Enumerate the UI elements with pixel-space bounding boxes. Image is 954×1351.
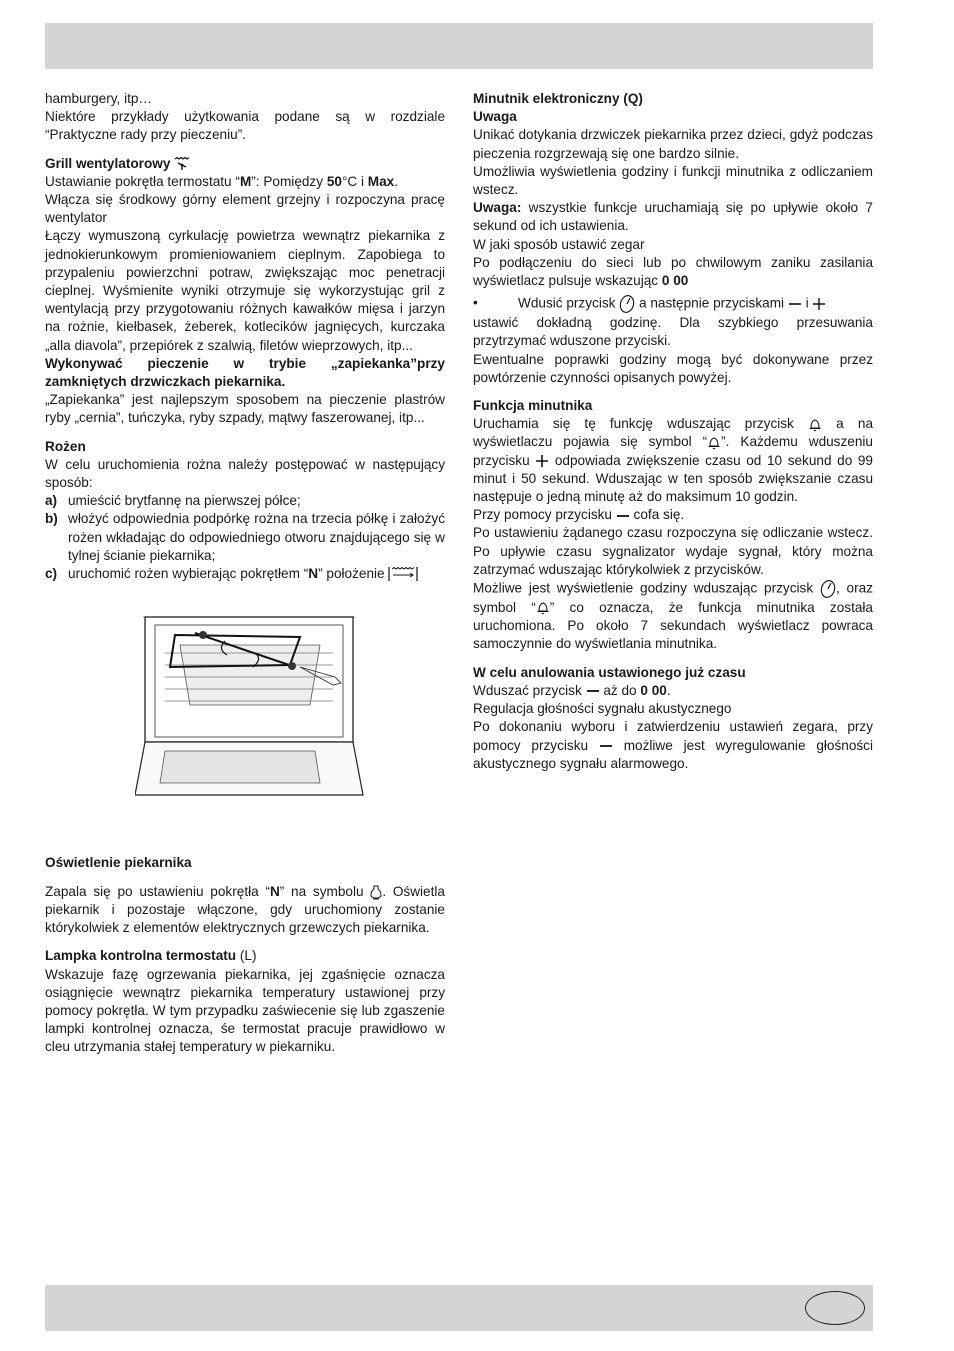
list-item: b) włożyć odpowiednia podpórkę rożna na trzecia półkę i założyć rożen wkładając do odpowiedniego otworu znajdującego się w tylnej ścianie piekarnika; xyxy=(45,511,445,563)
grill-p4: Wykonywać pieczenie w trybie „zapiekanka”przy zamkniętych drzwiczkach piekarnika. xyxy=(45,355,445,390)
list-item: a) umieścić brytfannę na pierwszej półce; xyxy=(45,493,301,509)
grill-setting: Ustawianie pokrętła termostatu “M”: Pomiędzy 50°C i Max. xyxy=(45,173,398,189)
bell-icon xyxy=(707,436,721,450)
func-heading: Funkcja minutnika xyxy=(473,398,593,414)
grill-p3: Łączy wymuszoną cyrkulację powietrza wewnątrz piekarnika z jednokierunkowym promieniowaniem cieplnym. Zapobiega to przypaleniu powierzchni potraw, zwiększając moc penetracji cieplnej. Wyśmienite wyniki otrzymuje się wykorzystując gril z wentylacją przy przygotowaniu różnych kawałków mięsa i jarzyn na rożnie, kiełbasek, żeberek, kotlecików jagnięcych, kurczaka „alla diavola”, przepiórek z szalwią, filetów wieprzowych, itp... xyxy=(45,228,445,353)
light-heading: Oświetlenie piekarnika xyxy=(45,855,192,871)
timer-p3: Uwaga: wszystkie funkcje uruchamiają się po upływie około 7 sekund od ich ustawienia. xyxy=(473,200,873,234)
timer-p1: Unikać dotykania drzwiczek piekarnika przez dzieci, gdyż podczas pieczenia rozgrzewają się one bardzo silnie. xyxy=(473,127,873,161)
left-column xyxy=(45,90,445,1057)
footer-bar xyxy=(45,1285,873,1331)
clock-button-icon xyxy=(820,579,836,599)
list-item: c) uruchomić rożen wybierając pokrętłem “N” położenie xyxy=(45,565,445,583)
timer-p6: Ewentualne poprawki godziny mogą być dokonywane przez powtórzenie czynności opisanych powyżej. xyxy=(473,351,873,385)
timer-p5: Po podłączeniu do sieci lub po chwilowym zaniku zasilania wyświetlacz pulsuje wskazując 0 00 xyxy=(473,254,873,289)
page-number-oval xyxy=(805,1291,865,1325)
spit-heading: Rożen xyxy=(45,438,86,454)
grill-p2: Włącza się środkowy górny element grzejny i rozpoczyna pracę wentylator xyxy=(45,192,445,226)
lamp-heading: Lampka kontrolna termostatu (L) xyxy=(45,948,257,964)
intro-paragraph: Niektóre przykłady użytkowania podane są w rozdziale “Praktyczne rady przy pieczeniu”. xyxy=(45,109,445,143)
clock-button-icon xyxy=(619,294,635,314)
func-p1: Uruchamia się tę funkcję wduszając przycisk a na wyświetlaczu pojawia się symbol “ ”. Każdemu wduszeniu przycisku odpowiada zwiększenie czasu od 10 sekund do 99 minut i 50 sekund. Wduszając w ten sposób zwiększanie czasu następuje o jedną minutę aż do maksimum 10 godzin. xyxy=(473,416,874,505)
bell-button-icon xyxy=(808,418,822,432)
intro-line: hamburgery, itp… xyxy=(45,91,153,106)
timer-p2: Umożliwia wyświetlenia godziny i funkcji minutnika z odliczaniem wstecz. xyxy=(473,163,873,198)
minus-button-icon xyxy=(586,686,600,696)
timer-note-heading: Uwaga xyxy=(473,109,517,125)
func-p2: Przy pomocy przycisku cofa się. xyxy=(473,507,685,523)
list-item: • Wdusić przycisk a następnie przyciskami i xyxy=(473,294,873,314)
func-p4: Możliwe jest wyświetlenie godziny wduszając przycisk , oraz symbol “ ” co oznacza, że funkcja minutnika została uruchomiona. Po około 7 sekundach wyświetlacz powraca samoczynnie do wyświetlania minutnika. xyxy=(473,580,874,652)
cancel-p1: Wduszać przycisk aż do 0 00. xyxy=(473,682,671,698)
timer-p4: W jaki sposób ustawić zegar xyxy=(473,236,645,252)
cancel-p3: Po dokonaniu wyboru i zatwierdzeniu ustawień zegara, przy pomocy przycisku możliwe jest wyregulowanie głośności akustycznego sygnału alarmowego. xyxy=(473,719,873,771)
light-paragraph: Zapala się po ustawieniu pokrętła “N” na symbolu . Oświetla piekarnik i pozostaje włączone, gdy uruchomiony zostanie którykolwiek z elementów elektrycznych grzewczych piekarnika. xyxy=(45,883,445,936)
grill-heading: Grill wentylatorowy xyxy=(45,155,445,173)
oven-light-icon xyxy=(370,884,382,900)
plus-button-icon xyxy=(812,297,826,311)
spit-intro: W celu uruchomienia rożna należy postępować w następujący sposób: xyxy=(45,456,445,491)
cancel-p2: Regulacja głośności sygnału akustycznego xyxy=(473,701,732,717)
func-p3: Po ustawieniu żądanego czasu rozpoczyna się odliczanie wstecz. Po upływie czasu sygnalizator wydaje sygnał, który można zatrzymać wduszając którykolwiek z przycisków. xyxy=(473,525,873,577)
timer-bullet-cont: ustawić dokładną godzinę. Dla szybkiego przesuwania przytrzymać wduszone przyciski. xyxy=(473,315,873,349)
minus-button-icon xyxy=(616,511,630,521)
minus-button-icon xyxy=(599,741,613,751)
grill-p5: „Zapiekanka” jest najlepszym sposobem na pieczenie plastrów ryby „cernia”, tuńczyka, ryby szpady, mątwy faszerowanej, itp... xyxy=(45,392,445,426)
timer-heading: Minutnik elektroniczny (Q) xyxy=(473,91,643,106)
oven-spit-illustration xyxy=(135,605,365,805)
right-column xyxy=(473,90,873,773)
spit-position-icon xyxy=(388,566,418,582)
minus-button-icon xyxy=(788,299,802,309)
bell-icon xyxy=(536,601,550,615)
lamp-paragraph: Wskazuje fazę ogrzewania piekarnika, jej zgaśnięcie oznacza osiągnięcie wewnątrz piekarnika temperatury ustawionej przy pomocy pokrętła. W tym przypadku zaświecenie się lub zgaszenie lampki kontrolnej oznacza, śe termostat pracuje prawidłowo w cleu utrzymania stałej temperatury w piekarniku. xyxy=(45,966,445,1055)
fan-grill-icon xyxy=(174,157,190,171)
plus-button-icon xyxy=(535,454,549,468)
header-bar xyxy=(45,23,873,69)
cancel-heading: W celu anulowania ustawionego już czasu xyxy=(473,664,746,680)
